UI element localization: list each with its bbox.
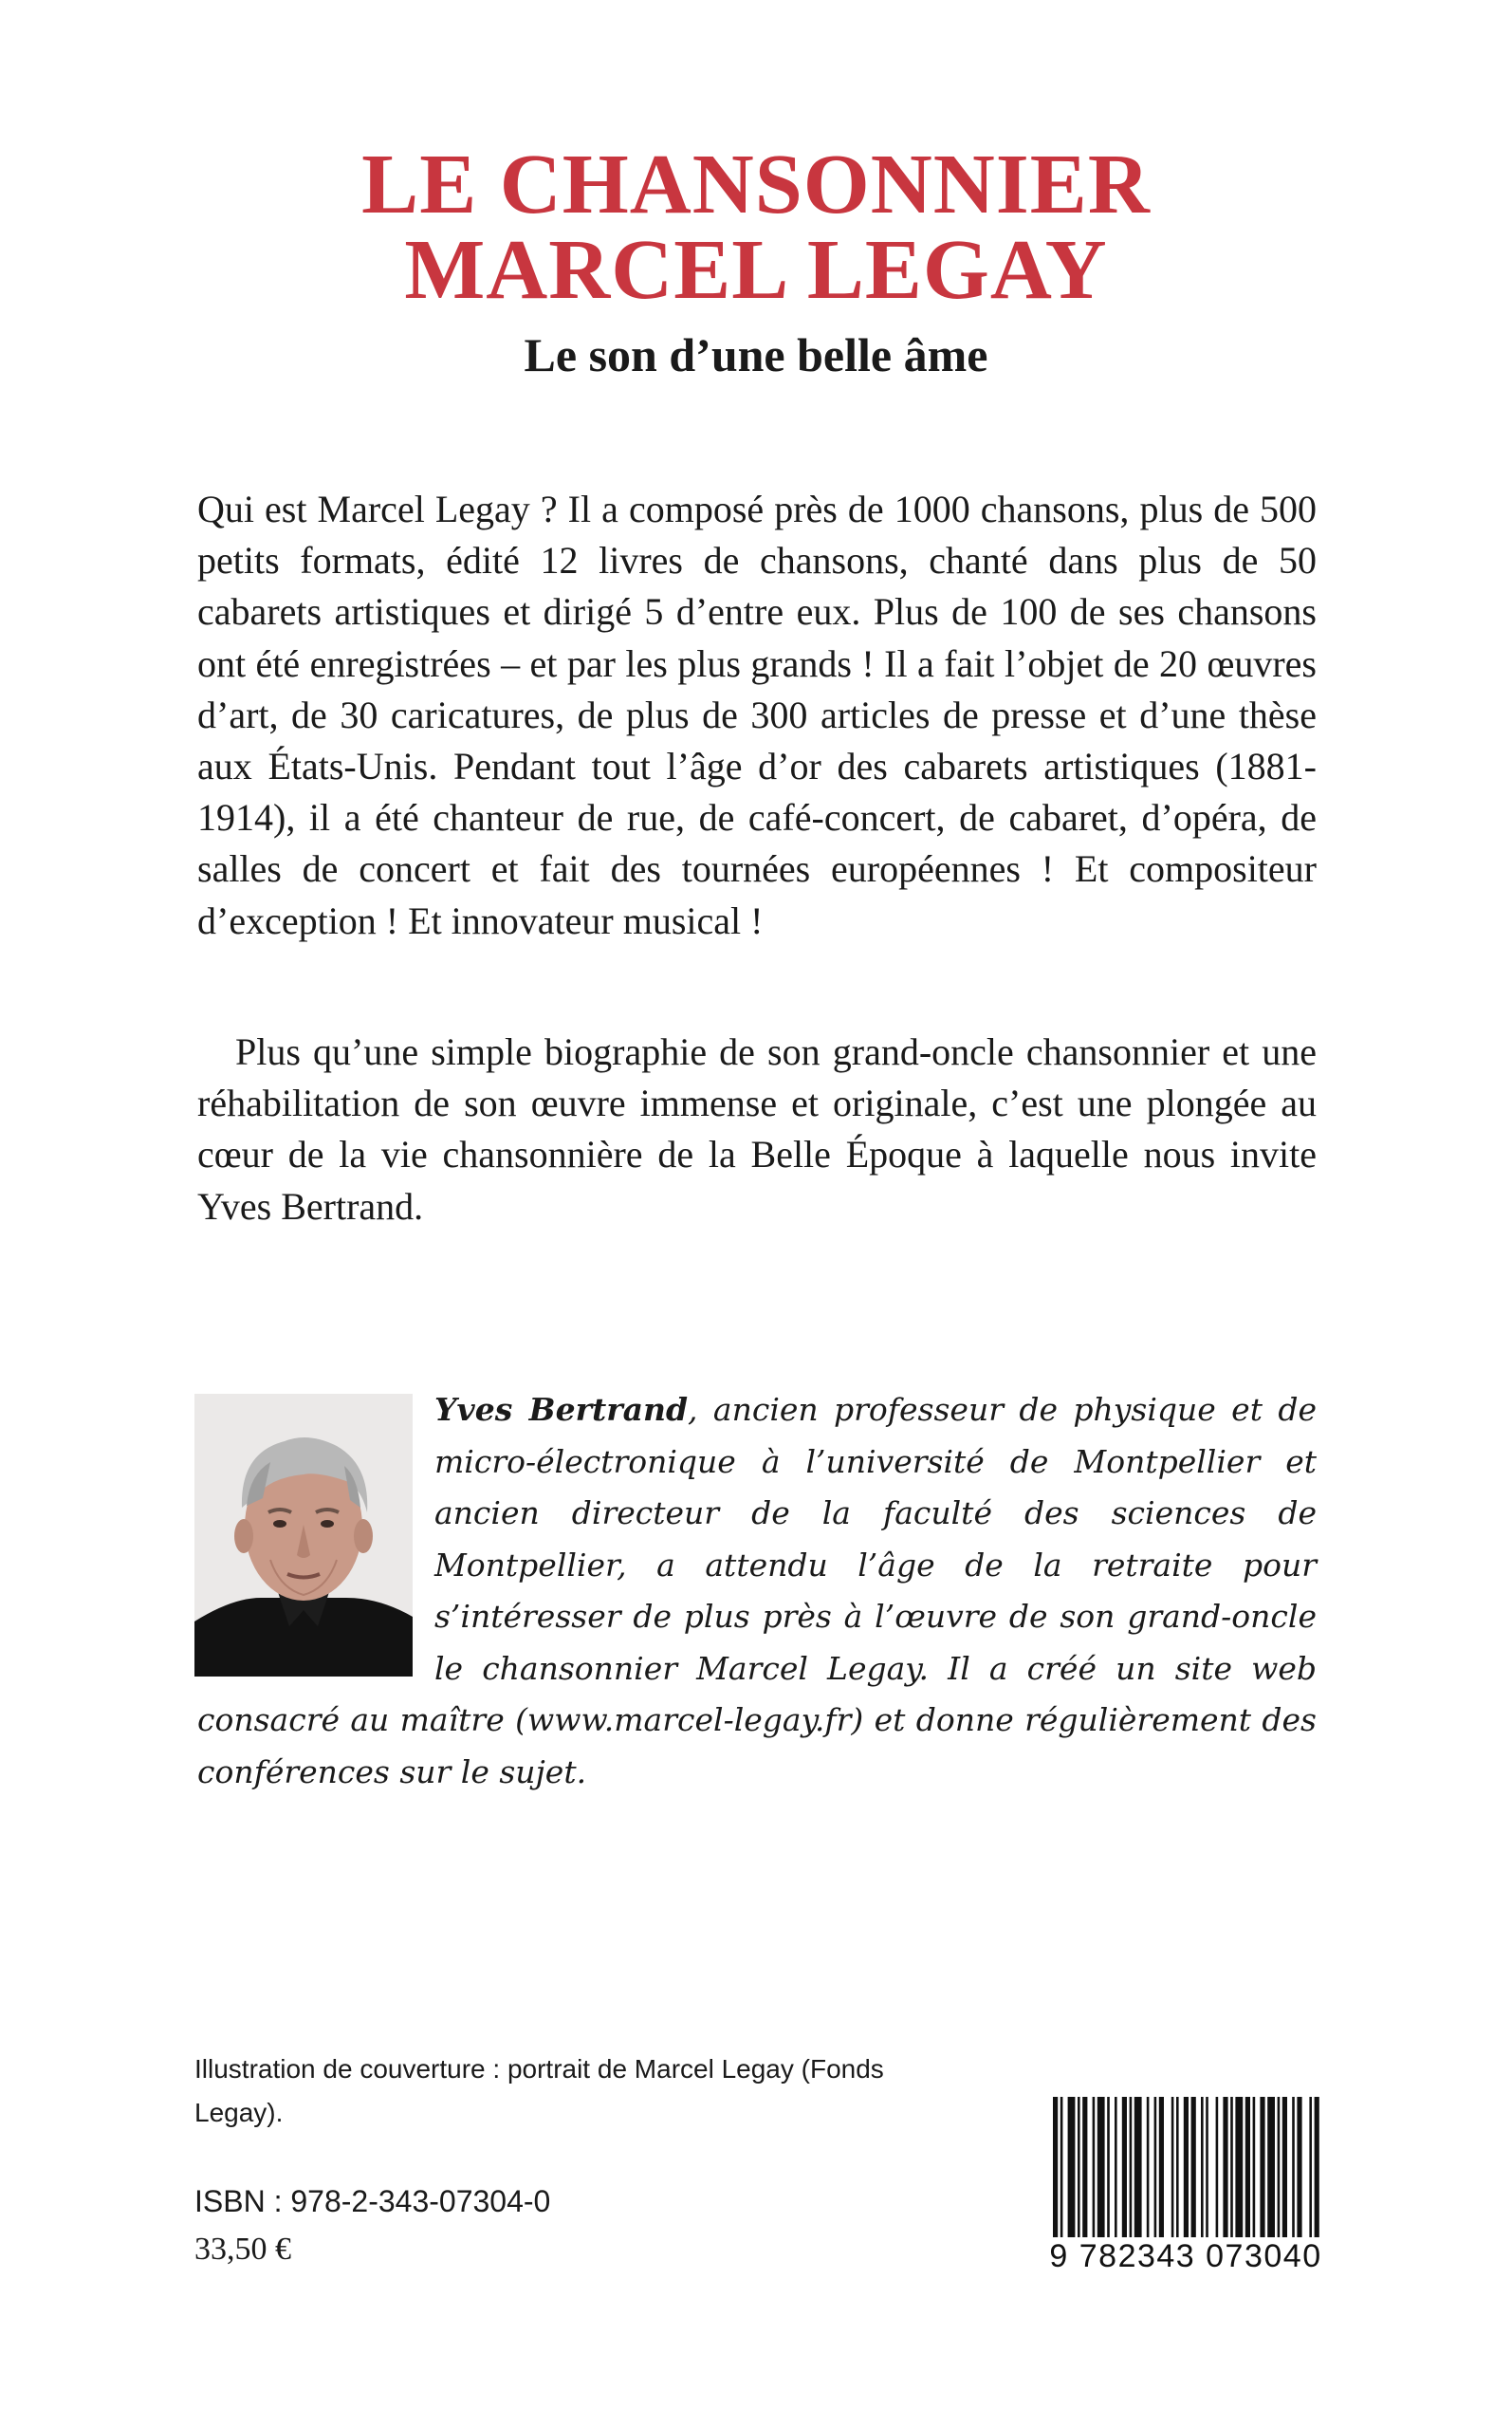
cover-illustration-credit: Illustration de couverture : portrait de Marcel Legay (Fonds Legay). — [194, 2054, 884, 2127]
book-subtitle: Le son d’une belle âme — [524, 328, 988, 381]
photo-wrap-spacer — [197, 1384, 434, 1686]
book-price: 33,50 € — [194, 2232, 291, 2267]
isbn-number: ISBN : 978-2-343-07304-0 — [194, 2184, 551, 2218]
author-bio — [197, 1384, 1317, 1798]
book-title-line-2: MARCEL LEGAY — [404, 223, 1108, 317]
author-name: Yves Bertrand — [434, 1391, 689, 1428]
blurb-paragraph-1: Qui est Marcel Legay ? Il a composé près de 1000 chansons, plus de 500 petits formats, édité 12 livres de chansons, chanté dans plus de 50 cabarets artistiques et dirigé 5 d’entre eux. Plus de 100 de ses chansons ont été enregistrées – et par les plus grands ! Il a fait l’objet de 20 œuvres d’art, de 30 caricatures, de plus de 300 articles de presse et d’une thèse aux États-Unis. Pendant tout l’âge d’or des cabarets artistiques (1881-1914), il a été chanteur de rue, de café-concert, de cabaret, d’opéra, de salles de concert et fait des tournées européennes ! Et compositeur d’exception ! Et innovateur musical ! — [197, 488, 1317, 942]
blurb-paragraph-2: Plus qu’une simple biographie de son grand-oncle chansonnier et une réhabilitation de son œuvre immense et originale, c’est une plongée au cœur de la vie chansonnière de la Belle Époque à laquelle nous invite Yves Bertrand. — [197, 1030, 1317, 1228]
book-title-line-1: LE CHANSONNIER — [361, 138, 1151, 232]
author-bio-text: , ancien professeur de physique et de micro-électronique à l’université de Montpellier et ancien directeur de la faculté des sciences de Montpellier, a attendu l’âge de la retraite pour s’intéresser de plus près à l’œuvre de son grand-oncle le chansonnier Marcel Legay. Il a créé un site web consacré au maître (www.marcel-legay.fr) et donne régulièrement des conférences sur le sujet. — [197, 1391, 1317, 1790]
barcode-digits: 9 782343 073040 — [1042, 2237, 1330, 2275]
